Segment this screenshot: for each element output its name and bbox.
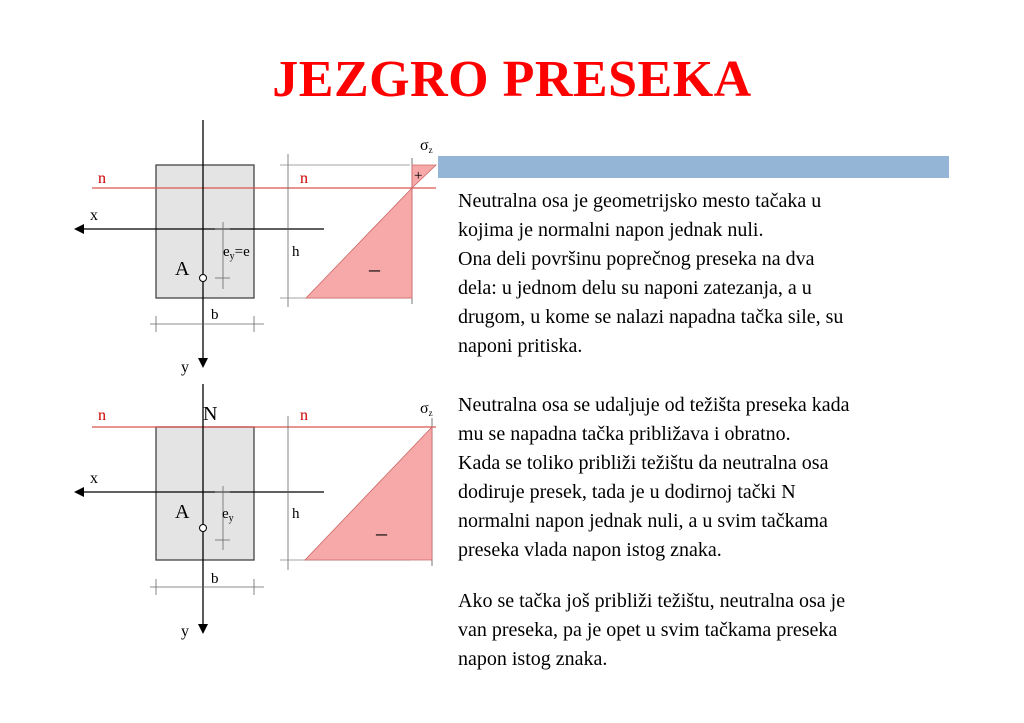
paragraph-line: Ona deli površinu poprečnog preseka na dva	[458, 248, 815, 270]
paragraph-line: mu se napadna tačka približava i obratno.	[458, 423, 791, 445]
bottom-a-label: A	[175, 501, 190, 523]
top-a-label: A	[175, 258, 190, 280]
bottom-b-label: b	[211, 571, 219, 587]
diagram-top	[76, 120, 436, 376]
paragraph-line: naponi pritiska.	[458, 335, 583, 357]
bottom-y-label: y	[181, 623, 189, 640]
paragraph-line: dodiruje presek, tada je u dodirnoj tački N	[458, 481, 796, 503]
paragraph-outside-section	[458, 587, 948, 674]
top-stress-compression	[306, 188, 412, 298]
bottom-stress-compression	[305, 427, 432, 560]
paragraph-line: napon istog znaka.	[458, 648, 608, 670]
bottom-n-point-label: N	[203, 403, 218, 425]
top-x-label: x	[90, 207, 98, 224]
bottom-n-left: n	[98, 407, 106, 424]
bottom-n-right: n	[300, 407, 308, 424]
paragraph-neutral-axis-movement	[458, 391, 948, 565]
paragraph-line: normalni napon jednak nuli, a u svim tačkama	[458, 510, 828, 532]
top-plus-label: +	[414, 168, 423, 184]
paragraph-line: Ako se tačka još približi težištu, neutralna osa je	[458, 590, 846, 612]
top-b-label: b	[211, 307, 219, 323]
paragraph-line: kojima je normalni napon jednak nuli.	[458, 219, 764, 241]
paragraph-neutral-axis-definition	[458, 187, 948, 361]
bottom-cross-section	[156, 427, 254, 560]
bottom-sigma-label: σz	[420, 400, 433, 418]
top-load-point	[200, 275, 207, 282]
top-sigma-label: σz	[420, 137, 433, 155]
top-ey-label: $e_y=e$	[223, 244, 250, 262]
page-title: JEZGRO PRESEKA	[272, 51, 752, 108]
bottom-minus-label: –	[376, 520, 387, 545]
paragraph-line: Neutralna osa je geometrijsko mesto tačaka u	[458, 190, 822, 212]
top-n-right: n	[300, 170, 308, 187]
paragraph-line: preseka vlada napon istog znaka.	[458, 539, 722, 561]
paragraph-line: Neutralna osa se udaljuje od težišta preseka kada	[458, 394, 850, 416]
bottom-x-label: x	[90, 470, 98, 487]
bottom-h-label: h	[292, 506, 300, 522]
top-h-label: h	[292, 244, 300, 260]
paragraph-line: dela: u jednom delu su naponi zatezanja, a u	[458, 277, 812, 299]
bottom-ey-label: $e_y$	[222, 506, 234, 524]
bottom-load-point	[200, 525, 207, 532]
paragraph-line: drugom, u kome se nalazi napadna tačka sile, su	[458, 306, 844, 328]
top-minus-label: –	[369, 256, 380, 281]
paragraph-line: Kada se toliko približi težištu da neutralna osa	[458, 452, 829, 474]
diagram-bottom	[76, 384, 436, 640]
top-y-label: y	[181, 359, 189, 376]
top-n-left: n	[98, 170, 106, 187]
paragraph-line: van preseka, pa je opet u svim tačkama preseka	[458, 619, 838, 641]
